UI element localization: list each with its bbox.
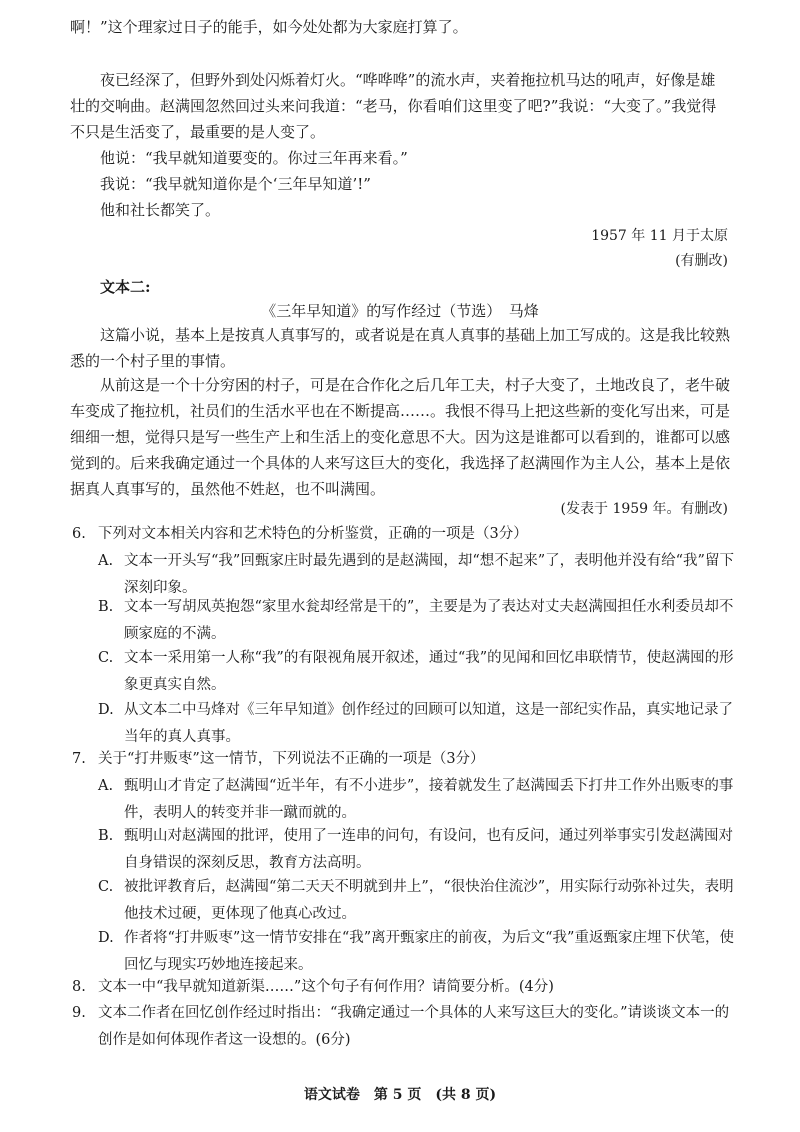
option-label: C. [98,879,114,895]
question-7 [72,746,737,773]
question-number: 6. [72,526,86,542]
text1-note: (有删改) [675,253,728,269]
option-label: A. [98,553,114,569]
option-6b [98,594,738,648]
text1-paragraph: 他说：“我早就知道要变的。你过三年再来看。” [100,149,408,167]
text2-note: (发表于 1959 年。有删改) [560,501,728,517]
option-text: 文本一开头写“我”回甄家庄时最先遇到的是赵满囤，却“想不起来”了，表明他并没有给“我”留下深刻印象。 [124,553,734,596]
question-8 [72,974,737,1001]
question-stem: 关于“打井贩枣”这一情节，下列说法不正确的一项是（3分） [98,751,485,767]
option-6c [98,645,738,699]
option-label: D. [98,930,114,946]
text1-paragraph: 夜已经深了，但野外到处闪烁着灯火。“哗哗哗”的流水声，夹着拖拉机马达的吼声，好像是雄壮的交响曲。赵满囤忽然回过头来问我道：“老马，你看咱们这里变了吧?”我说：“大变了。”我觉得不只是生活变了，最重要的是人变了。 [70,71,717,141]
option-text: 甄明山才肯定了赵满囤“近半年，有不小进步”，接着就发生了赵满囤丢下打井工作外出贩枣的事件，表明人的转变并非一蹴而就的。 [124,778,734,821]
option-7b [98,823,738,877]
text2-paragraph: 这篇小说，基本上是按真人真事写的，或者说是在真人真事的基础上加工写成的。这是我比较熟悉的一个村子里的事情。 [70,326,731,370]
question-stem: 文本二作者在回忆创作经过时指出：“我确定通过一个具体的人来写这巨大的变化。”请谈谈文本一的创作是如何体现作者这一设想的。(6分) [98,1005,730,1048]
option-text: 作者将“打井贩枣”这一情节安排在“我”离开甄家庄的前夜，为后文“我”重返甄家庄埋下伏笔，使回忆与现实巧妙地连接起来。 [124,930,734,973]
question-6 [72,521,737,548]
option-7c [98,874,738,928]
question-number: 8. [72,979,86,995]
text2-label: 文本二: [100,278,151,296]
option-label: A. [98,778,114,794]
question-9 [72,1000,737,1054]
option-label: B. [98,828,114,844]
option-text: 甄明山对赵满囤的批评，使用了一连串的问句，有设问，也有反问，通过列举事实引发赵满囤对自身错误的深刻反思，教育方法高明。 [124,828,733,871]
option-text: 从文本二中马烽对《三年早知道》创作经过的回顾可以知道，这是一部纪实作品，真实地记录了当年的真人真事。 [124,702,733,745]
option-7d [98,925,738,979]
option-label: C. [98,650,114,666]
question-stem: 文本一中“我早就知道新渠……”这个句子有何作用？请简要分析。(4分) [98,979,554,995]
option-text: 文本一写胡凤英抱怨“家里水瓮却经常是干的”，主要是为了表达对丈夫赵满囤担任水利委员却不顾家庭的不满。 [124,599,734,642]
page-footer: 语文试卷 第 5 页 (共 8 页) [303,1087,497,1103]
text2-paragraph: 从前这是一个十分穷困的村子，可是在合作化之后几年工夫，村子大变了，土地改良了，老牛破车变成了拖拉机，社员们的生活水平也在不断提高……。我恨不得马上把这些新的变化写出来，可是细细一想，觉得只是写一些生产上和生活上的变化意思不大。因为这是谁都可以看到的，谁都可以感觉到的。后来我确定通过一个具体的人来写这巨大的变化，我选择了赵满囤作为主人公，基本上是依据真人真事写的，虽然他不姓赵，也不叫满囤。 [70,376,731,498]
text2-title: 《三年早知道》的写作经过（节选） 马烽 [261,302,539,320]
option-7a [98,773,738,827]
text1-paragraph: 我说：“我早就知道你是个‘三年早知道’!” [100,175,371,193]
option-6d [98,697,738,751]
option-label: B. [98,599,114,615]
question-stem: 下列对文本相关内容和艺术特色的分析鉴赏，正确的一项是（3分） [98,526,528,542]
text1-top-line: 啊！”这个理家过日子的能手，如今处处都为大家庭打算了。 [70,18,468,36]
option-text: 被批评教育后，赵满囤“第二天天不明就到井上”，“很快治住流沙”，用实际行动弥补过失，表明他技术过硬，更体现了他真心改过。 [124,879,734,922]
option-label: D. [98,702,114,718]
text1-date: 1957 年 11 月于太原 [591,228,728,244]
option-text: 文本一采用第一人称“我”的有限视角展开叙述，通过“我”的见闻和回忆串联情节，使赵满囤的形象更真实自然。 [124,650,734,693]
question-number: 7. [72,751,86,767]
question-number: 9. [72,1005,86,1021]
text1-paragraph: 他和社长都笑了。 [100,201,221,219]
